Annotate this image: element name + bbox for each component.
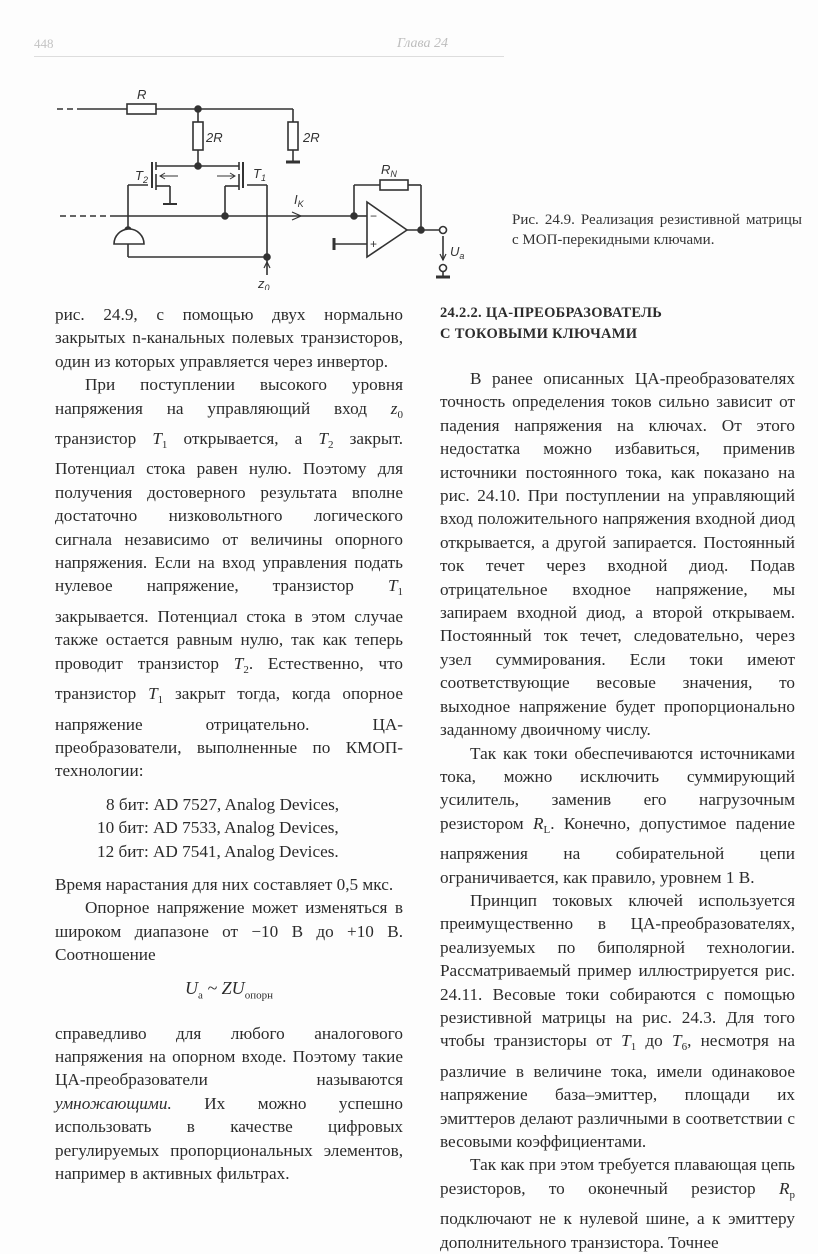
resistor-r-label: R bbox=[137, 87, 147, 102]
page-number: 448 bbox=[34, 36, 54, 51]
dac-list bbox=[55, 793, 403, 863]
svg-text:−: − bbox=[370, 209, 378, 223]
figure-caption: Рис. 24.9. Реализация резистивной матрицы с МОП-перекидными ключами. bbox=[512, 212, 802, 248]
paragraph: В ранее описанных ЦА-преобразователях точность определения токов сильно зависит от падения напряжения на ключах. От этого недостатка можно избавиться, применив источники постоянного тока, как показано на рис. 24.10. При поступлении на управляющий вход положительного напряжения входной диод открывается, а другой запирается. Постоянный ток течет через входной диод. Подав отрицательное входное напряжение, мы запираем входной диод, а второй открываем. Постоянный ток течет, следовательно, через узел суммирования. Если токи имеют соответствующие весовые значения, то выходное напряжение будет пропорционально заданному двоичному числу. bbox=[440, 369, 795, 740]
paragraph: При поступлении высокого уровня напряжения на управляющий вход $z_0$ транзистор $T_1$ открывается, а $T_2$ закрыт. Потенциал стока равен нулю. Поэтому для получения достоверного результата вполне достаточно низковольтного логического сигнала независимо от величины опорного напряжения. Если на вход управления подать нулевое напряжение, транзистор $T_1$ закрывается. Потенциал стока в этом случае также остается равным нулю, так как теперь проводит транзистор $T_2$. Естественно, что транзистор $T_1$ закрыт тогда, когда опорное напряжение отрицательно. ЦА-преобразователи, выполненные по КМОП-технологии: bbox=[55, 375, 403, 781]
svg-text:2R: 2R bbox=[303, 130, 320, 145]
figure-24-9-circuit bbox=[20, 70, 480, 290]
page-header bbox=[34, 34, 504, 57]
paragraph: Так как токи обеспечиваются источниками тока, можно исключить суммирующий усилитель, заменив его нагрузочным резистором $R_L$. Конечно, допустимое падение напряжения на собирательной цепи ограничивается, как правило, уровнем 1 В. bbox=[440, 743, 795, 887]
svg-text:+: + bbox=[370, 237, 378, 251]
formula: $U_a$ ~ $ZU_{опорн}$ bbox=[185, 977, 273, 1002]
right-column bbox=[440, 303, 795, 1254]
svg-text:2R: 2R bbox=[206, 130, 223, 145]
svg-text:T2: $T_2$ bbox=[135, 168, 148, 185]
svg-text:z0: $z_0$ bbox=[258, 276, 270, 290]
paragraph: Так как при этом требуется плавающая цепь резисторов, то оконечный резистор $R_p$ подключают не к нулевой шине, а к эмиттеру дополнительного транзистора. Точнее bbox=[440, 1155, 795, 1252]
list-item: 12 бит: AD 7541, Analog Devices. bbox=[97, 841, 339, 861]
svg-text:IK: $I_K$ bbox=[294, 192, 304, 209]
running-head: Глава 24 bbox=[397, 36, 448, 51]
left-column bbox=[55, 303, 403, 1185]
paragraph: справедливо для любого аналогового напряжения на опорном входе. Поэтому такие ЦА-преобразователи называются умножающими. Их можно успешно использовать в качестве цифровых регулируемых пропорциональных элементов, например в активных фильтрах. bbox=[55, 1023, 403, 1183]
paragraph: Принцип токовых ключей используется преимущественно в ЦА-преобразователях, реализуемых по биполярной технологии. Рассматриваемый пример иллюстрируется рис. 24.11. Весовые токи собираются с помощью резистивной матрицы на рис. 24.3. Для того чтобы транзисторы от $T_1$ до $T_6$, несмотря на различие в величине тока, имели одинаковое напряжение база–эмиттер, площади их эмиттеров делают различными в соответствии с весовыми коэффициентами. bbox=[440, 890, 795, 1151]
svg-text:T1: $T_1$ bbox=[253, 166, 266, 183]
section-heading: 24.2.2. ЦА-ПРЕОБРАЗОВАТЕЛЬ С ТОКОВЫМИ КЛЮЧАМИ bbox=[440, 305, 663, 342]
list-item: 8 бит: AD 7527, Analog Devices, bbox=[106, 794, 340, 814]
svg-text:RN: $R_N$ bbox=[381, 162, 397, 179]
circuit-diagram bbox=[20, 70, 480, 290]
paragraph: Время нарастания для них составляет 0,5 мкс. bbox=[55, 874, 394, 894]
list-item: 10 бит: AD 7533, Analog Devices, bbox=[97, 818, 339, 838]
paragraph: рис. 24.9, с помощью двух нормально закрытых n-канальных полевых транзисторов, один из которых управляется через инвертор. bbox=[55, 305, 403, 371]
svg-text:Ua: $U_a$ bbox=[450, 244, 465, 261]
paragraph: Опорное напряжение может изменяться в широком диапазоне от −10 В до +10 В. Соотношение bbox=[55, 898, 403, 965]
